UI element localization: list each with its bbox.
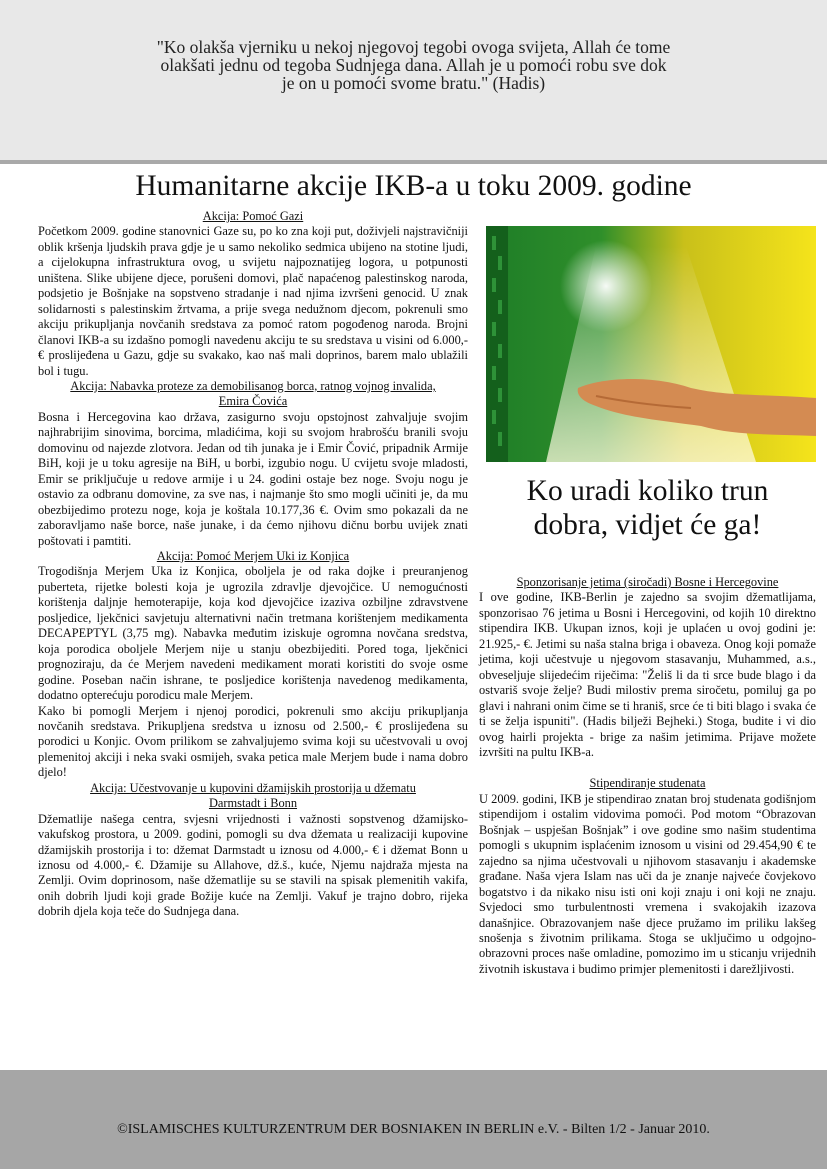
left-column [38,209,468,920]
page-title: Humanitarne akcije IKB-a u toku 2009. godine [135,170,692,202]
section-heading-gaza: Akcija: Pomoć Gazi [202,209,304,223]
header-divider [0,160,827,164]
slogan-line: dobra, vidjet će ga! [533,509,762,541]
section-body-prosthesis: Bosna i Hercegovina kao država, zasigurno svoju opstojnost zahvaljuje svojim najhrabrijim sinovima, borcima, mladićima, koji su svojom hrabrošću branili svoju domovinu od najezde zlotvora. Jedan od tih junaka je i Emir Čović, pripadnik Armije BiH, koji je u toku agresije na BiH, u borbi, izgubio nogu. U cvijetu svoje mladosti, Emir se priključuje u redove armije i u 24. godini ostaje bez noge. Svoju nogu je ostavio za odbranu domovine, za sve nas, i najmanje što smo mogli učiniti je, da mu obezbijedimo protezu noge, koja je koštala 10.177,36 €. Ovim smo pokazali da ne zaboravljamo naše borce, naše junake, i da ćemo njihovu dičnu borbu uvijek znati poštovati i pamtiti. [38,409,468,548]
right-column [479,575,816,977]
section-body-gaza: Početkom 2009. godine stanovnici Gaze su, po ko zna koji put, doživjeli najstravičniji oblik kršenja ljudskih prava gdje je u samo nekoliko sedmica ubijeno na stotine ljudi, a cijelokupna infrastruktura ovog, u svijetu najpoznatijeg logora, u potpunosti uništena. Slike ubijene djece, porušeni domovi, plač napaćenog palestinskog naroda, podsjetio je Bošnjake na sopstveno stradanje i nad njima izvršeni genocid. U znak solidarnosti s palestinskim žrtvama, a prije svega nedužnom djecom, pokrenuli smo akciju prikupljanja novčanih sredstava za pomoć ratom pogođenog naroda. Brojni članovi IKB-a su izdašno pomogli navedenu akciju te su sredstava u visini od 6.000,- € proslijeđena u Gazu, gdje su svakako, kao naš mali doprinos, barem malo ublažili bol i tugu. [38,224,468,378]
quote-line: olakšati jednu od tegoba Sudnjega dana. Allah je u pomoći robu sve dok [160,55,667,75]
section-heading-prosthesis-name: Emira Čovića [218,394,288,409]
section-body-scholarships: U 2009. godini, IKB je stipendirao znatan broj studenata godišnjom stipendijom i ostalim vidovima pomoći. Pod motom “Obrazovan Bošnjak – uspješan Bošnjak” i ove godine smo našim studentima pomogli s ukupnim isplaćenim iznosom u visini od 29.454,90 € te zajedno sa njima učestvovali u njihovom stasavanju i akademske građane. Naša vjera Islam nas uči da je znanje najveće čovjekovo bogatstvo i da nikako nisu isti oni koji znaju i oni koji ne znaju. Svjedoci smo turbulentnosti vremena i svakojakih izazova današnjice. Obrazovanjem naše djece pružamo im priliku lakšeg snošenja s životnim prilikama. Stoga se uključimo u odgojno-obrazovni proces naše omladine, pomozimo im u sticanju vrijednih životnih iskustava i budimo primjer plemenitosti i darežljivosti. [479,791,816,976]
section-heading-mosques: Akcija: Učestvovanje u kupovini džamijskih prostorija u džematu [90,780,416,795]
crescent-hand-illustration [486,226,816,462]
section-body-mosques: Džematlije našega centra, svjesni vrijednosti i važnosti sopstvenog džamijsko-vakufskog prostora, u 2009. godini, pomogli su dva džemata u realizaciji kupovine džamijskih prostorija i to: džemat Darmstadt u iznosu od 4.000,- € i džemat Bonn u iznosu od 4.000,- €. Džamije su Allahove, dž.š., kuće, Njemu najdraža mjesta na Zemlji. Ovim doprinosom, naše džematlije su se stavili na spisak plemenitih vakifa, onih dobrih ljudi koji grade Božije kuće na Zemlji. Vakuf je trajno dobro, rijeka dobrih djela koja teče do Sudnjega dana. [38,811,468,919]
section-heading-prosthesis: Akcija: Nabavka proteze za demobilisanog borca, ratnog vojnog invalida, [70,378,436,393]
section-heading-scholarships: Stipendiranje studenata [589,776,706,791]
section-body-orphans: I ove godine, IKB-Berlin je zajedno sa svojim džematlijama, sponzorisao 76 jetima u Bosni i Hercegovini, od kojih 10 direktno stipendira IKB. Ukupan iznos, koji je uplaćen u ovoj godini je: 21.925,- €. Jetimi su naša stalna briga i obaveza. Onog koji pomaže jetima, koji učestvuje u njegovom stasavanju, Muhammed, a.s., obveseljuje slijedećim riječima: "Želiš li da ti srce bude blago i da ostvariš svoje želje? Budi milostiv prema siročetu, pomiluj ga po glavi i nahrani onim čime se ti hraniš, srce će ti biti blago i svaka će ti se želja ispuniti". (Hadis bilježi Bejheki.) Stoga, budite i vi dio ovog hairli projekta - brige za našim jetimima. Prijave možete izvršiti na pultu IKB-a. [479,590,816,759]
section-body-merjem: Trogodišnja Merjem Uka iz Konjica, oboljela je od raka dojke i preuranjenog puberteta, rijetke bolesti koja je ugrozila zdravlje djevojčice. U nemogućnosti korištenja daljnje hemoterapije, koja kod djevojčice izaziva ozbiljne zdravstvene posljedice, ljekčnici savjetuju alternativni način tretmana korištenjem medikamenta DECAPEPTYL (3,75 mg). Nabavka međutim iziskuje ogromna novčana sredstva, koja porodica oboljele Merjem nije u stanju obezbijediti. Pored toga, ljekčnici prognoziraju, da će Merjem navedeni medikament morati koristiti do svoje osme godine. Poseban način ishrane, te posljedice korištenja navedenog medikamenta, dodatno opterećuju porodicu male Merjem. [38,564,468,703]
quote-line: je on u pomoći svome bratu." (Hadis) [281,73,546,93]
section-body-merjem-2: Kako bi pomogli Merjem i njenoj porodici, pokrenuli smo akciju prikupljanja novčanih sredstava. Prikupljena sredstva u iznosu od 2.500,- € proslijeđena su porodici u Konjic. Ovom prilikom se zahvaljujemo svima koji su učestvovali u ovoj plemenitoj akciji i neka svaki osmijeh, svaka petica male Merjem bude i nama dobro djelo! [38,703,468,780]
crescent-hand-image [486,226,816,462]
slogan [479,474,816,542]
slogan-line: Ko uradi koliko trun [526,475,769,507]
footer-band [0,1070,827,1169]
quote-line: "Ko olakša vjerniku u nekoj njegovoj tegobi ovoga svijeta, Allah će tome [156,37,671,57]
header-band [0,0,827,160]
section-heading-merjem: Akcija: Pomoć Merjem Uki iz Konjica [156,548,350,563]
footer-text: ©ISLAMISCHES KULTURZENTRUM DER BOSNIAKEN IN BERLIN e.V. - Bilten 1/2 - Januar 2010. [117,1122,710,1137]
spacer [479,760,816,776]
section-heading-mosques-cities: Darmstadt i Bonn [208,796,298,811]
section-heading-orphans: Sponzorisanje jetima (siročadi) Bosne i Hercegovine [516,575,779,589]
hadith-quote [80,38,747,92]
